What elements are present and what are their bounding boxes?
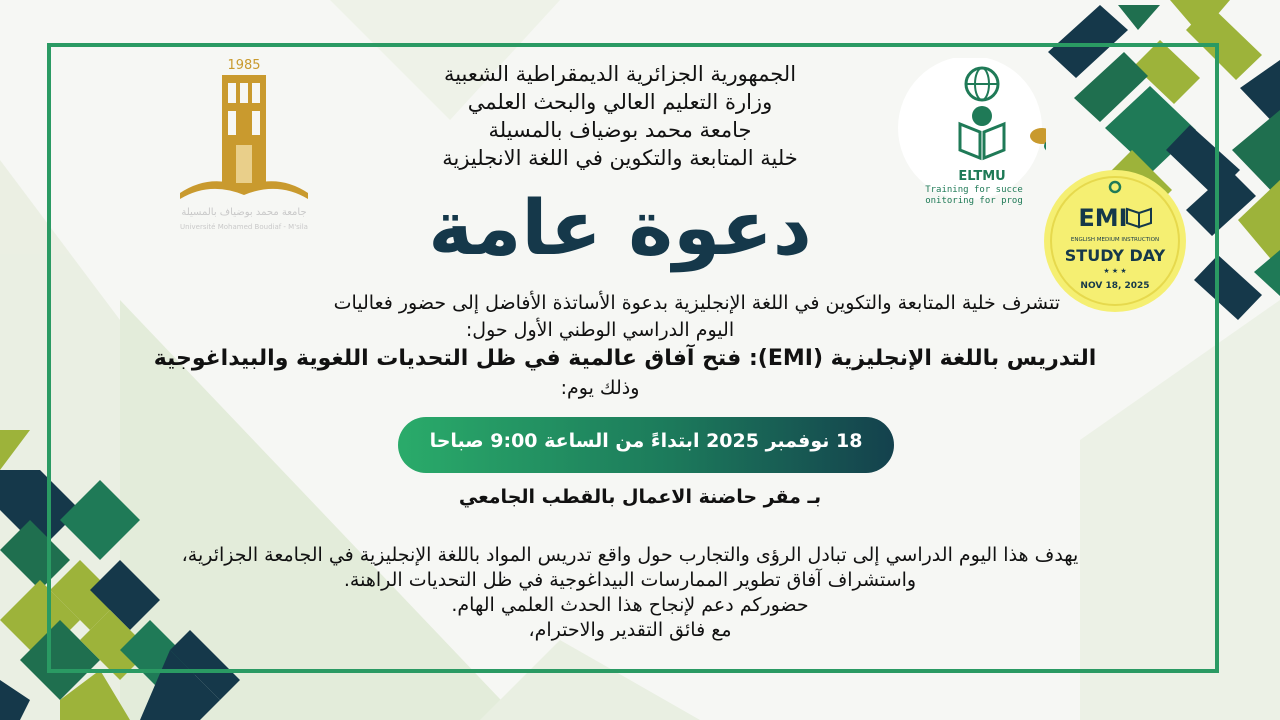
header-line-cell: خلية المتابعة والتكوين في اللغة الانجليزية <box>442 146 798 170</box>
closing-line-2: واستشراف آفاق تطوير الممارسات البيداغوجية في ظل التحديات الراهنة. <box>343 569 917 591</box>
emi-date: NOV 18, 2025 <box>1080 281 1150 291</box>
page-title: دعوة عامة <box>428 183 812 272</box>
invitation-line-2: اليوم الدراسي الوطني الأول حول: <box>465 319 735 341</box>
university-logo <box>170 55 320 235</box>
emi-title: EMI <box>1078 204 1128 232</box>
closing-line-3: حضوركم دعم لإنجاح هذا الحدث العلمي الهام. <box>451 594 809 616</box>
closing-line-1: يهدف هذا اليوم الدراسي إلى تبادل الرؤى والتجارب حول واقع تدريس المواد باللغة الإنجليزية في الجامعة الجزائرية، <box>181 544 1079 566</box>
emi-event: STUDY DAY <box>1064 246 1166 265</box>
study-day-topic: التدريس باللغة الإنجليزية (EMI): فتح آفاق عالمية في ظل التحديات اللغوية والبيداغوجية <box>153 346 1097 371</box>
closing-line-4: مع فائق التقدير والاحترام، <box>528 619 732 641</box>
eltmu-emblem-icon <box>894 58 1046 206</box>
emi-study-day-badge <box>1043 169 1187 313</box>
header-line-republic: الجمهورية الجزائرية الديمقراطية الشعبية <box>443 62 797 86</box>
logo-latin-name: Université Mohamed Boudiaf - M'sila <box>180 223 308 231</box>
logo-arabic-name: جامعة محمد بوضياف بالمسيلة <box>181 207 307 218</box>
invitation-line-1: تتشرف خلية المتابعة والتكوين في اللغة الإنجليزية بدعوة الأساتذة الأفاضل إلى حضور فعاليات <box>333 292 1060 314</box>
invitation-line-3: وذلك يوم: <box>560 377 640 399</box>
logo-year: 1985 <box>227 58 261 73</box>
emi-stars: ★ ★ ★ <box>1103 267 1127 275</box>
venue-text: بـ مقر حاضنة الاعمال بالقطب الجامعي <box>458 486 822 508</box>
eltmu-tagline-2: onitoring for prog <box>925 196 1023 206</box>
eltmu-logo <box>894 58 1046 206</box>
emi-badge-icon <box>1043 169 1187 313</box>
date-pill: 18 نوفمبر 2025 ابتداءً من الساعة 9:00 صباحا <box>398 417 894 473</box>
emi-subtitle: ENGLISH MEDIUM INSTRUCTION <box>1070 237 1160 243</box>
eltmu-tagline-1: Training for succe <box>925 185 1023 195</box>
header-line-ministry: وزارة التعليم العالي والبحث العلمي <box>467 90 773 114</box>
eltmu-name: ELTMU <box>958 169 1006 184</box>
header-line-university: جامعة محمد بوضياف بالمسيلة <box>488 118 752 142</box>
university-emblem-icon <box>170 55 320 235</box>
